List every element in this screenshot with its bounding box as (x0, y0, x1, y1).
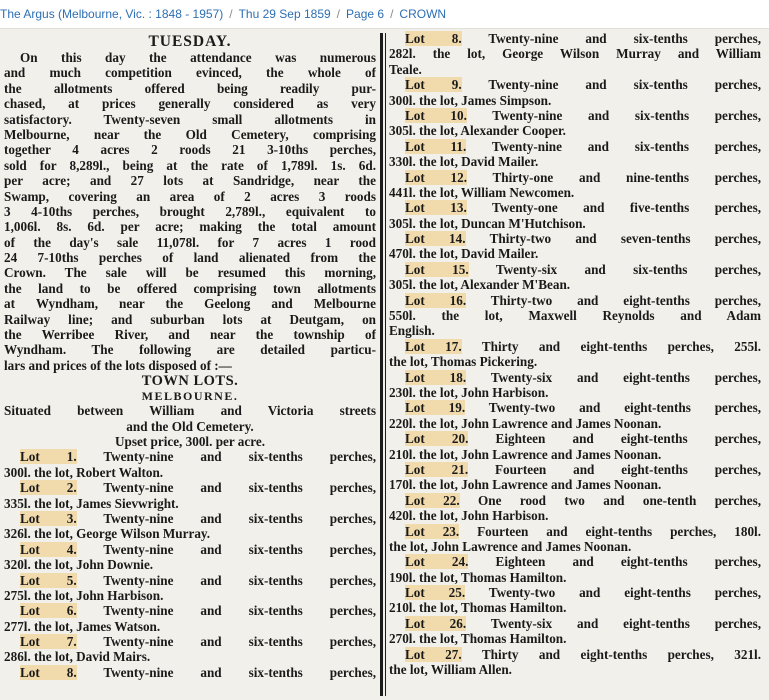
lot-description: Thirty-two and eight-tenths perches, (490, 292, 761, 308)
lot-label: Lot 8. (20, 664, 77, 680)
lot-line (389, 431, 761, 446)
intro-line: Wyndham. The following are detailed particu- (4, 342, 376, 358)
lot-label: Lot 26. (405, 615, 467, 631)
lot-description: Twenty-nine and six-tenths perches, (488, 77, 761, 93)
breadcrumb-separator: / (229, 7, 233, 21)
lot-line (4, 603, 376, 618)
lot-description: Twenty-two and eight-tenths perches, (488, 400, 761, 416)
situated-line: Situated between William and Victoria streets (4, 403, 376, 419)
lot-label: Lot 19. (405, 400, 466, 416)
lot-description: Thirty and eight-tenths perches, 255l. (481, 338, 761, 354)
lot-price-buyer: 210l. the lot, Thomas Hamilton. (389, 600, 567, 616)
lot-entry (389, 293, 761, 339)
lot-label: Lot 17. (405, 338, 462, 354)
lot-label: Lot 25. (405, 585, 466, 601)
left-lots-list (4, 449, 376, 680)
lot-buyer-continued: English. (389, 323, 435, 339)
lot-line (389, 231, 761, 246)
lot-description: Twenty-nine and six-tenths perches, (492, 107, 761, 123)
column-rule (380, 33, 383, 696)
lot-price-buyer: 420l. the lot, John Harbison. (389, 508, 549, 524)
lot-description: Twenty-one and five-tenths perches, (492, 200, 761, 216)
left-column (4, 29, 376, 700)
lot-price-buyer: the lot, Thomas Pickering. (389, 354, 538, 370)
lot-price-buyer: 270l. the lot, Thomas Hamilton. (389, 631, 567, 647)
lot-line (4, 665, 376, 680)
lot-description: Thirty and eight-tenths perches, 321l. (481, 646, 761, 662)
lot-entry (4, 603, 376, 634)
lot-label: Lot 22. (405, 492, 460, 508)
intro-line: satisfactory. Twenty-seven small allotments in (4, 111, 376, 127)
lot-entry (389, 524, 761, 555)
intro-line: Swamp, covering an area of 2 acres 3 roods (4, 188, 376, 204)
lot-entry (389, 262, 761, 293)
intro-line: Railway line; and suburban lots at Deutgam, on (4, 311, 376, 327)
intro-line: 3 4-10ths perches, brought 2,789l., equivalent to (4, 203, 376, 219)
breadcrumb-separator: / (336, 7, 341, 21)
lot-price-buyer: 470l. the lot, David Mailer. (389, 246, 539, 262)
lot-line (4, 511, 376, 526)
lot-label: Lot 11. (405, 138, 467, 154)
lot-description: Twenty-nine and six-tenths perches, (103, 603, 376, 619)
lot-label: Lot 8. (405, 31, 462, 46)
lot-price-buyer: 282l. the lot, George Wilson Murray and William (389, 46, 761, 62)
breadcrumb-page-link[interactable]: Page 6 (346, 7, 385, 21)
lot-line (389, 262, 761, 277)
lot-label: Lot 27. (405, 646, 462, 662)
lot-entry (389, 77, 761, 108)
lot-line (389, 293, 761, 308)
lot-buyer-continued: Teale. (389, 61, 422, 77)
lot-line (389, 647, 761, 662)
right-lots-list (389, 31, 761, 677)
lot-line (389, 493, 761, 508)
lot-entry (4, 634, 376, 665)
lot-label: Lot 23. (405, 523, 460, 539)
lot-line (4, 542, 376, 557)
lot-entry (389, 400, 761, 431)
lot-description: Twenty-nine and six-tenths perches, (103, 634, 376, 650)
lot-label: Lot 12. (405, 169, 467, 185)
lot-price-buyer: 300l. the lot, James Simpson. (389, 92, 552, 108)
lot-line (389, 524, 761, 539)
column-rule-inner (385, 33, 386, 696)
intro-line: the allotments offered being readily pur- (4, 80, 376, 96)
intro-line: sold for 8,289l., being at the rate of 1,789l. 1s. 6d. (4, 157, 376, 173)
lot-label: Lot 16. (405, 292, 467, 308)
lot-line (4, 480, 376, 495)
lot-entry (389, 231, 761, 262)
lot-price-buyer: 275l. the lot, John Harbison. (4, 587, 164, 603)
lot-price-buyer: 305l. the lot, Duncan M'Hutchison. (389, 215, 586, 231)
lot-description: Twenty-nine and six-tenths perches, (103, 572, 376, 588)
intro-line: at Wyndham, near the Geelong and Melbourne (4, 296, 376, 312)
lot-price-buyer: 170l. the lot, John Lawrence and James Noonan. (389, 477, 662, 493)
lot-entry (389, 462, 761, 493)
lot-description: Twenty-nine and six-tenths perches, (103, 449, 376, 465)
lot-line (389, 170, 761, 185)
right-column (389, 29, 761, 700)
lot-line (4, 449, 376, 464)
lot-entry (389, 616, 761, 647)
lot-description: Twenty-nine and six-tenths perches, (488, 31, 761, 46)
lot-entry (389, 139, 761, 170)
lot-description: Twenty-six and eight-tenths perches, (490, 369, 761, 385)
lot-label: Lot 6. (20, 603, 77, 619)
lot-entry (389, 431, 761, 462)
lot-entry (389, 370, 761, 401)
lot-price-buyer: 300l. the lot, Robert Walton. (4, 464, 164, 480)
lot-line (4, 573, 376, 588)
lot-line (389, 370, 761, 385)
situated-line: and the Old Cemetery. (126, 418, 254, 434)
lot-line (4, 634, 376, 649)
lot-description: Twenty-nine and six-tenths perches, (103, 541, 376, 557)
lot-entry (389, 31, 761, 77)
intro-line: per acre; and 27 lots at Sandridge, near the (4, 173, 376, 189)
newspaper-page (0, 28, 769, 700)
lot-description: Thirty-two and seven-tenths perches, (489, 231, 761, 247)
lot-entry (4, 480, 376, 511)
lot-description: Fourteen and eight-tenths perches, 180l. (477, 523, 761, 539)
breadcrumb-separator: / (390, 7, 394, 21)
lot-price-buyer: 305l. the lot, Alexander Cooper. (389, 123, 566, 139)
intro-paragraph (4, 50, 376, 373)
lot-entry (389, 339, 761, 370)
intro-line: On this day the attendance was numerous (20, 50, 376, 65)
lot-entry (389, 493, 761, 524)
lot-line (389, 400, 761, 415)
lot-line (389, 200, 761, 215)
lot-price-buyer: 305l. the lot, Alexander M'Bean. (389, 277, 571, 293)
intro-line: Melbourne, near the Old Cemetery, comprising (4, 126, 376, 142)
lot-entry (389, 200, 761, 231)
lot-label: Lot 1. (20, 449, 77, 465)
lot-description: Twenty-nine and six-tenths perches, (103, 664, 376, 680)
lot-label: Lot 24. (405, 554, 469, 570)
lot-label: Lot 15. (405, 261, 469, 277)
lot-entry (4, 511, 376, 542)
lot-line (389, 31, 761, 46)
intro-line: of the day's sale 11,078l. for 7 acres 1 rood (4, 234, 376, 250)
intro-line: and much competition evinced, the whole of (4, 65, 376, 81)
lot-price-buyer: the lot, William Allen. (389, 662, 512, 678)
intro-line: lars and prices of the lots disposed of :— (4, 357, 232, 373)
lot-description: Eighteen and eight-tenths perches, (495, 554, 761, 570)
lot-label: Lot 3. (20, 510, 77, 526)
lot-price-buyer: the lot, John Lawrence and James Noonan. (389, 538, 632, 554)
lot-line (389, 554, 761, 569)
lot-description: One rood two and one-tenth perches, (478, 492, 761, 508)
lot-entry (389, 585, 761, 616)
lot-entry (389, 647, 761, 678)
situated-text (4, 403, 376, 434)
intro-line: the land to be offered comprising town allotments (4, 280, 376, 296)
lot-label: Lot 20. (405, 431, 469, 447)
lot-label: Lot 13. (405, 200, 467, 216)
lot-line (389, 585, 761, 600)
lot-description: Thirty-one and nine-tenths perches, (492, 169, 761, 185)
lot-price-buyer: 550l. the lot, Maxwell Reynolds and Adam (389, 308, 761, 324)
intro-line: together 4 acres 2 roods 21 3-10ths perches, (4, 142, 376, 158)
lot-label: Lot 10. (405, 107, 467, 123)
lot-price-buyer: 335l. the lot, James Sievwright. (4, 495, 179, 511)
lot-line (389, 616, 761, 631)
lot-line (389, 339, 761, 354)
lot-entry (4, 542, 376, 573)
subheading: MELBOURNE. (141, 389, 239, 404)
lot-entry (389, 108, 761, 139)
lot-description: Fourteen and eight-tenths perches, (494, 461, 761, 477)
lot-description: Twenty-two and eight-tenths perches, (488, 585, 761, 601)
lot-price-buyer: 320l. the lot, John Downie. (4, 557, 154, 573)
breadcrumb-publication-link[interactable]: The Argus (Melbourne, Vic. : 1848 - 1957) (0, 7, 224, 21)
lot-price-buyer: 230l. the lot, John Harbison. (389, 384, 549, 400)
intro-line: the Werribee River, and near the township of (4, 327, 376, 343)
lot-price-buyer: 330l. the lot, David Mailer. (389, 154, 539, 170)
lot-label: Lot 9. (405, 77, 462, 93)
breadcrumb (0, 0, 769, 28)
lot-price-buyer: 441l. the lot, William Newcomen. (389, 184, 575, 200)
lot-description: Twenty-nine and six-tenths perches, (103, 510, 376, 526)
lot-line (389, 108, 761, 123)
lot-entry (4, 449, 376, 480)
day-heading: TUESDAY. (148, 33, 232, 50)
intro-line: chased, at prices generally considered as very (4, 96, 376, 112)
lot-entry (389, 170, 761, 201)
lot-label: Lot 14. (405, 231, 466, 247)
lot-price-buyer: 326l. the lot, George Wilson Murray. (4, 526, 211, 542)
intro-line: 24 7-10ths perches of land alienated from the (4, 250, 376, 266)
lot-description: Twenty-six and eight-tenths perches, (490, 615, 761, 631)
lot-entry (4, 573, 376, 604)
lot-price-buyer: 220l. the lot, John Lawrence and James Noonan. (389, 415, 662, 431)
intro-line: 1,006l. 8s. 6d. per acre; making the total amount (4, 219, 376, 235)
lot-price-buyer: 190l. the lot, Thomas Hamilton. (389, 569, 567, 585)
lot-label: Lot 2. (20, 480, 77, 496)
lot-line (389, 462, 761, 477)
lot-label: Lot 21. (405, 461, 469, 477)
intro-line: Crown. The sale will be resumed this morning, (4, 265, 376, 281)
upset-price: Upset price, 300l. per acre. (114, 433, 266, 449)
lot-description: Twenty-nine and six-tenths perches, (103, 480, 376, 496)
lot-line (389, 139, 761, 154)
lot-description: Twenty-nine and six-tenths perches, (491, 138, 761, 154)
lot-label: Lot 4. (20, 541, 77, 557)
lot-description: Twenty-six and six-tenths perches, (495, 261, 761, 277)
lot-price-buyer: 277l. the lot, James Watson. (4, 618, 161, 634)
lot-label: Lot 18. (405, 369, 467, 385)
section-heading: TOWN LOTS. (141, 373, 239, 390)
lot-entry (4, 665, 376, 680)
lot-line (389, 77, 761, 92)
breadcrumb-date-link[interactable]: Thu 29 Sep 1859 (238, 7, 331, 21)
lot-label: Lot 7. (20, 634, 77, 650)
lot-entry (389, 554, 761, 585)
lot-label: Lot 5. (20, 572, 77, 588)
lot-description: Eighteen and eight-tenths perches, (495, 431, 761, 447)
breadcrumb-article-link[interactable]: CROWN (399, 7, 447, 21)
lot-price-buyer: 210l. the lot, John Lawrence and James Noonan. (389, 446, 662, 462)
lot-price-buyer: 286l. the lot, David Mairs. (4, 649, 151, 665)
